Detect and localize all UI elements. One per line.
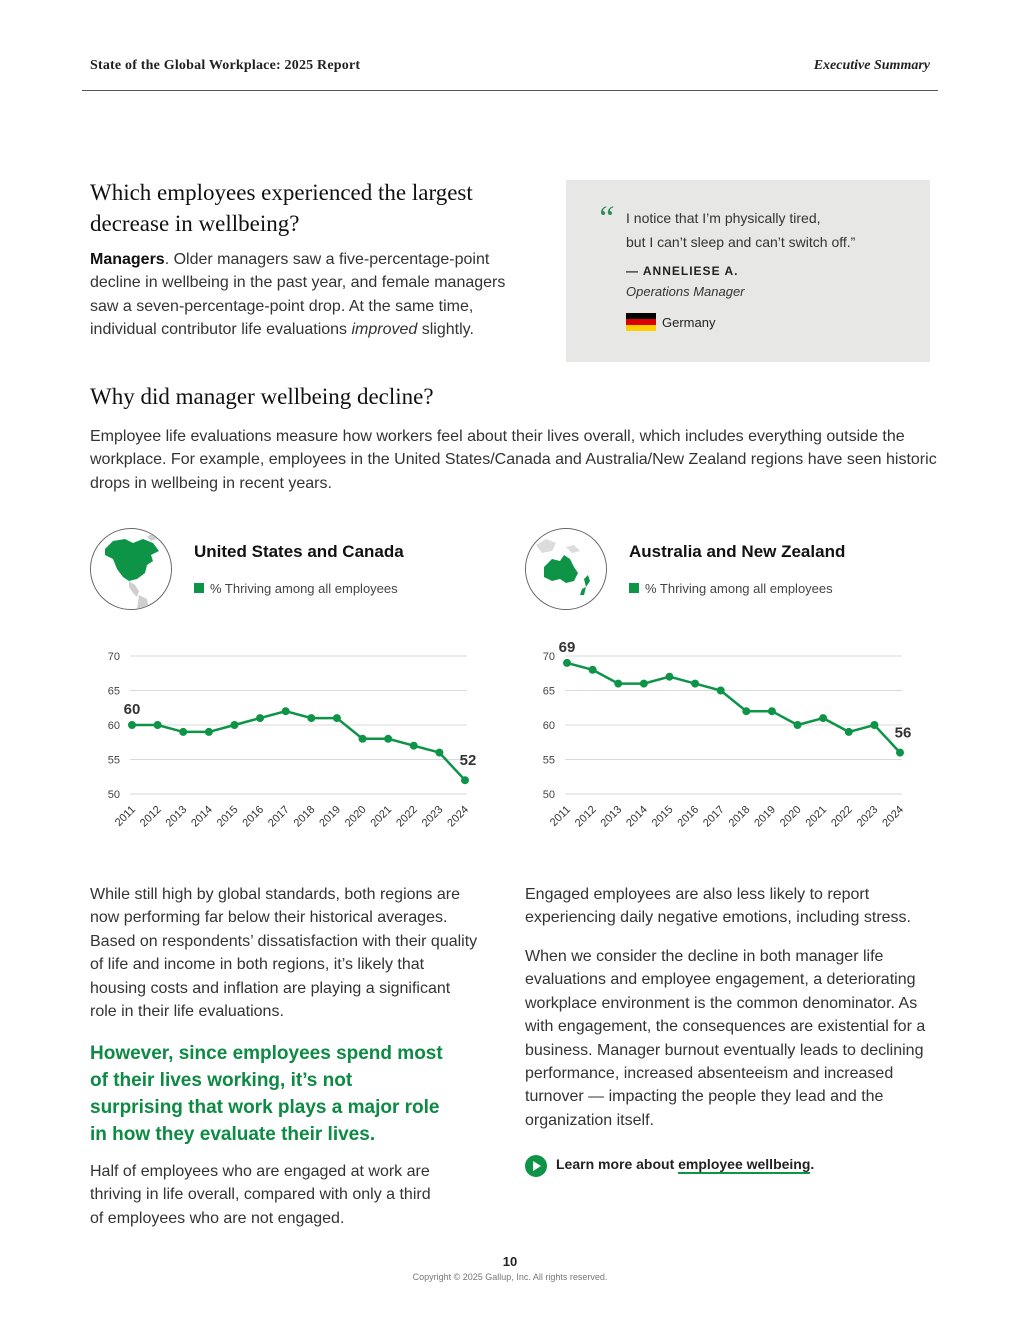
y-tick-label: 55 [542,754,555,767]
y-tick-label: 60 [542,720,555,732]
data-point [128,721,136,729]
data-point [359,735,367,743]
data-point [410,742,418,750]
data-point [665,673,673,681]
right-paragraph-2: When we consider the decline in both manager life evaluations and employee engagement, a deteriorating workplace environment is the common denominator. As with engagement, the consequences are existential for a business. Manager burnout eventually leads to declining performance, increased absenteeism and increased turnover — impacting the people they lead and the organization itself. [525,948,926,1129]
chart2-legend [629,581,833,596]
chart1-legend [194,581,398,596]
x-tick-label: 2021 [368,803,395,830]
oceania-globe-icon [525,528,607,610]
x-tick-label: 2015 [649,803,676,830]
quote-author: — ANNELIESE A. [626,264,739,278]
y-tick-label: 50 [542,789,555,801]
y-tick-label: 55 [107,754,120,767]
y-tick-label: 65 [107,685,120,698]
text-b: slightly. [417,321,474,339]
end-value-label: 52 [459,752,477,770]
data-point [282,707,290,715]
data-point [205,728,213,736]
x-tick-label: 2011 [547,803,574,829]
data-point [461,776,469,784]
quote-country: Germany [662,315,716,330]
lead-bold: Managers [90,251,165,268]
x-tick-label: 2016 [240,803,267,830]
x-tick-label: 2012 [572,803,599,830]
data-point [819,714,827,722]
x-tick-label: 2014 [189,803,215,830]
data-point [179,728,187,736]
section-label: Executive Summary [813,58,930,73]
left-paragraph-2: Half of employees who are engaged at work are thriving in life overall, compared with only a third of employees who are not engaged. [90,1163,431,1227]
y-tick-label: 60 [107,720,120,732]
x-tick-label: 2018 [726,803,753,830]
data-point [717,687,725,695]
x-tick-label: 2022 [829,803,855,830]
text-a: . Older managers saw a five-percentage-point decline in wellbeing in the past year, and female managers saw a seven-percentage-point drop. At the same time, individual contributor life evaluations [90,251,506,339]
end-value-label: 56 [894,724,912,742]
quote-line-2: but I can’t sleep and can’t switch off.” [626,234,856,250]
play-icon[interactable] [525,1155,547,1177]
x-tick-label: 2020 [342,803,369,830]
report-title: State of the Global Workplace: 2025 Report [90,58,361,73]
quote-line-1: I notice that I’m physically tired, [626,210,821,226]
chart2-title: Australia and New Zealand [629,542,846,561]
chart1-legend-label: % Thriving among all employees [210,581,398,596]
north-america-globe-icon [90,528,172,610]
x-tick-label: 2017 [266,803,292,830]
data-point [230,721,238,729]
y-tick-label: 65 [542,685,555,698]
learn-prefix: Learn more about [556,1156,679,1172]
data-point [870,721,878,729]
data-point [768,707,776,715]
x-tick-label: 2016 [675,803,702,830]
x-tick-label: 2022 [394,803,420,830]
data-point [256,714,264,722]
quote-mark-icon: “ [596,200,615,237]
x-tick-label: 2024 [880,803,907,830]
callout-text: However, since employees spend most of their lives working, it’s not surprising that work plays a major role in how they evaluate their lives. [90,1043,443,1145]
x-tick-label: 2018 [291,803,318,830]
x-tick-label: 2023 [854,803,881,830]
x-tick-label: 2013 [163,803,190,830]
data-point [384,735,392,743]
flag-stripe-gold [626,325,656,331]
learn-more [556,1156,814,1172]
x-tick-label: 2012 [137,803,164,830]
chart2-legend-label: % Thriving among all employees [645,581,833,596]
germany-flag-icon [626,313,656,331]
x-tick-label: 2017 [701,803,727,830]
x-tick-label: 2015 [214,803,241,830]
section1-heading: Which employees experienced the largest decrease in wellbeing? [90,180,473,236]
data-point [794,721,802,729]
data-point [154,721,162,729]
left-paragraph-1: While still high by global standards, both regions are now performing far below their historical averages. Based on respondents’ dissatisfaction with their quality of life and income in both regions, it’s likely that housing costs and inflation are playing a significant role in their life evaluations. [90,886,478,1021]
data-point [563,659,571,667]
legend-swatch [194,583,204,593]
data-point [614,680,622,688]
x-tick-label: 2019 [317,803,344,830]
data-point [333,714,341,722]
x-tick-label: 2024 [445,803,472,830]
x-tick-label: 2014 [624,803,650,830]
x-tick-label: 2023 [419,803,446,830]
legend-swatch [629,583,639,593]
start-value-label: 69 [558,638,576,656]
x-tick-label: 2011 [112,803,139,829]
chart1-us-canada [90,630,490,860]
x-tick-label: 2020 [777,803,804,830]
header-divider [82,90,938,91]
copyright: Copyright © 2025 Gallup, Inc. All rights reserved. [412,1272,608,1282]
data-point [307,714,315,722]
data-point [640,680,648,688]
y-tick-label: 70 [542,651,555,663]
employee-wellbeing-link[interactable]: employee wellbeing [678,1156,811,1172]
data-point [589,666,597,674]
quote-text [626,206,916,254]
start-value-label: 60 [123,701,141,718]
section1-paragraph [90,248,520,342]
text-em: improved [351,321,418,339]
chart2-aus-nz [525,630,925,860]
section2-paragraph: Employee life evaluations measure how workers feel about their lives overall, which includes everything outside the workplace. For example, employees in the United States/Canada and Australia/New Zealand regions have seen historic drops in wellbeing in recent years. [90,428,937,492]
right-paragraph-1: Engaged employees are also less likely to report experiencing daily negative emotions, including stress. [525,886,911,927]
chart1-title: United States and Canada [194,542,404,561]
page-number: 10 [502,1254,518,1269]
x-tick-label: 2013 [598,803,625,830]
series-line [567,663,900,753]
section2-heading: Why did manager wellbeing decline? [90,384,434,409]
data-point [896,749,904,757]
x-tick-label: 2019 [752,803,779,830]
x-tick-label: 2021 [803,803,830,830]
y-tick-label: 70 [107,651,120,663]
data-point [435,749,443,757]
data-point [845,728,853,736]
quote-role: Operations Manager [626,284,745,299]
data-point [691,680,699,688]
learn-suffix: . [810,1156,815,1172]
data-point [742,707,750,715]
y-tick-label: 50 [107,789,120,801]
